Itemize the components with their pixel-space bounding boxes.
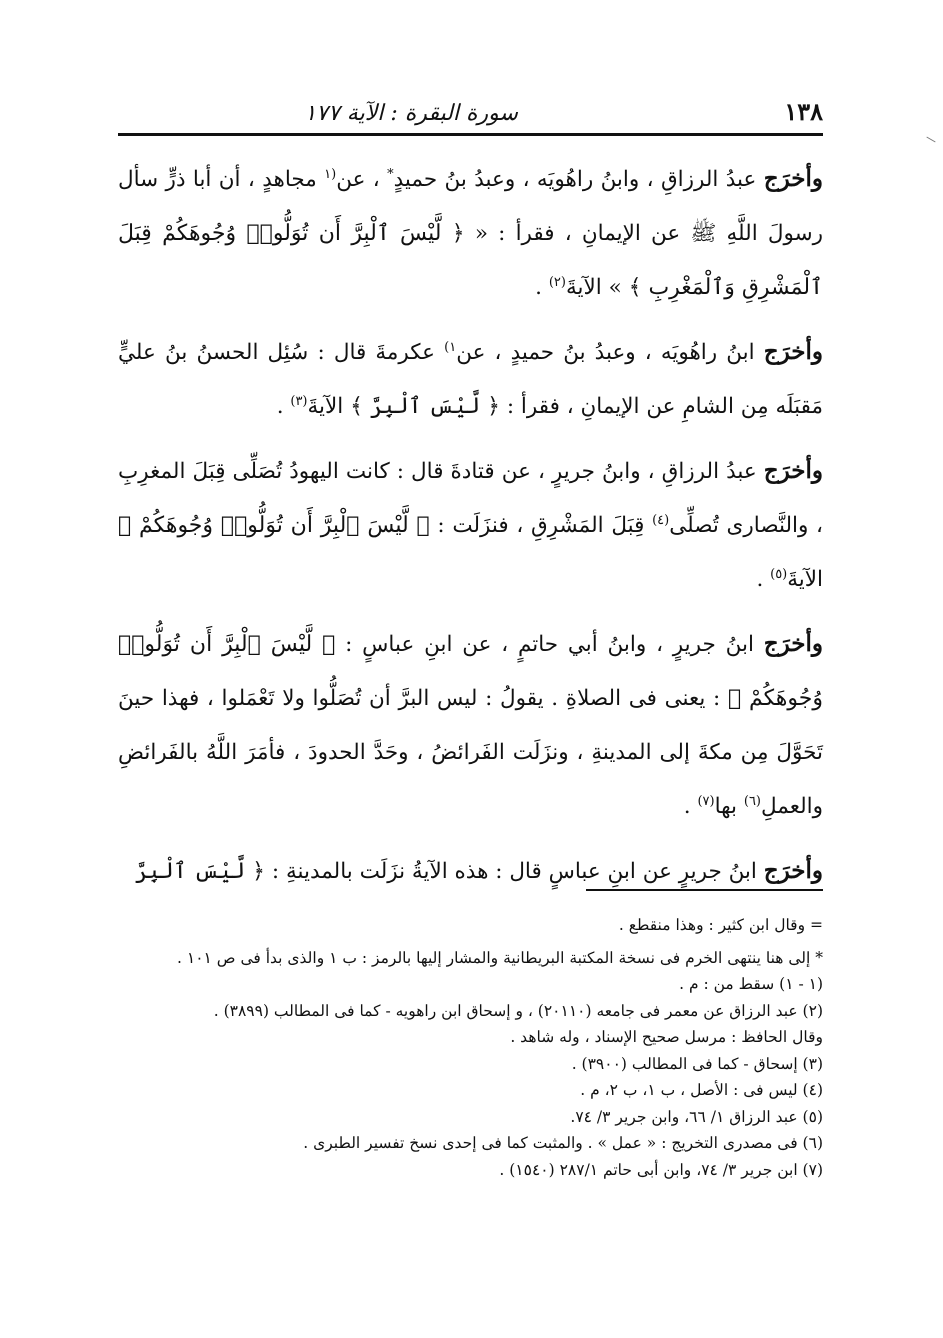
- footnote-ref: (٤): [652, 512, 670, 528]
- paragraph-text: عبدُ الرزاقِ ، وابنُ جريرٍ ، عن قتادةَ قال : كانت اليهودُ تُصَلِّى قِبَلَ المغرِبِ ، والنَّصارى تُصلِّى: [118, 459, 823, 538]
- footnote-2: (٢) عبد الرزاق عن معمر فى جامعه (٢٠١١٠) ، و إسحاق ابن راهويه - كما فى المطالب (٣٨٩٩) .: [213, 1001, 823, 1020]
- running-title: سورة البقرة : الآية ١٧٧: [304, 101, 518, 126]
- footnote-5: (٥) عبد الرزاق ١/ ٦٦، وابن جرير ٣/ ٧٤.: [570, 1107, 823, 1126]
- footnote-6: (٦) فى مصدرى التخريج : « عمل » . والمثبت كما فى إحدى نسخ تفسير الطبرى .: [303, 1134, 823, 1152]
- paragraph-text: .: [683, 794, 698, 819]
- paragraph-2: [118, 325, 823, 434]
- paragraph-text: الآيةَ: [787, 567, 823, 592]
- footnote-ref: ١): [444, 339, 457, 355]
- footnote-ref: (٢): [548, 274, 566, 290]
- quran-quote: ﴿ لَّيْسَ ٱلْبِرَّ أَن تُوَلُّوا۟ وُجُوهَكُمْ قِبَلَ ٱلْمَشْرِقِ وَٱلْمَغْرِبِ ﴾: [118, 221, 823, 300]
- footnote-2-continued: وقال الحافظ : مرسل صحيح الإسناد ، وله شاهد .: [510, 1028, 823, 1046]
- paragraph-4: [118, 617, 823, 834]
- footnote-ref: (٣): [290, 393, 308, 409]
- footnote-1: (١ - ١) سقط من : م .: [679, 975, 823, 993]
- footnote-7: (٧) ابن جرير ٣/ ٧٤، وابن أبى حاتم ٢٨٧/١ (١٥٤٠) .: [499, 1160, 823, 1179]
- main-text: [118, 152, 823, 909]
- page-header: [118, 78, 823, 126]
- paragraph-lead: وأخرَج: [763, 165, 823, 192]
- quran-quote: ﴿ لَّيْسَ ٱلْبِرَّ ﴾: [350, 394, 500, 419]
- paragraph-text: .: [276, 394, 291, 419]
- paragraph-lead: وأخرَج: [763, 457, 823, 484]
- footnote-continuation: = وقال ابن كثير : وهذا منقطع .: [618, 916, 823, 934]
- paragraph-1: [118, 152, 823, 315]
- footnote-rule: [586, 889, 823, 891]
- paragraph-text: : يعنى فى الصلاةِ . يقولُ : ليس البرَّ أن تُصَلُّوا ولا تَعْمَلوا ، فهذا حينَ تَحَوَّلَ مِن مكةَ إلى المدينةِ ، ونزَلَت الفَرائضُ ، وحَدَّ الحدودَ ، فأمَرَ اللَّهُ بالفَرائضِ والعملِ: [118, 686, 823, 819]
- paragraph-3: [118, 444, 823, 607]
- header-rule: [118, 133, 823, 136]
- paragraph-lead: وأخرَج: [763, 338, 824, 365]
- note-marker: *: [387, 166, 394, 182]
- paragraph-text: بها: [714, 794, 744, 819]
- paragraph-text: » الآيةَ: [565, 275, 629, 300]
- paragraph-text: مجاهدٍ ، أن أبا ذرٍّ سأل رسولَ اللَّهِ ﷺ عن الإيمانِ ، فقرأ : «: [118, 167, 823, 246]
- paragraph-lead: وأخرَج: [763, 857, 823, 884]
- paragraph-text: ابنُ جريرٍ ، وابنُ أبي حاتمٍ ، عن ابنِ عباسٍ :: [335, 632, 764, 657]
- paragraph-text: ابنُ جريرٍ عن ابنِ عباسٍ قال : هذه الآيةُ نزَلَت بالمدينةِ :: [265, 859, 764, 884]
- margin-tick-mark: [926, 137, 935, 143]
- paragraph-text: عكرمةَ قال : سُئِل الحسنُ بنُ عليٍّ مَقبَلَه مِن الشامِ عن الإيمانِ ، فقرأ :: [118, 340, 823, 419]
- paragraph-text: .: [756, 567, 771, 592]
- footnote-ref: (٥): [770, 566, 788, 582]
- paragraph-text: ابنُ راهُويَه ، وعبدُ بنُ حميدٍ ، عن: [456, 340, 764, 365]
- page-number: ١٣٨: [784, 97, 823, 126]
- footnote-ref: (٦): [743, 793, 761, 809]
- paragraph-text: عبدُ الرزاقِ ، وابنُ راهُويَه ، وعبدُ بنُ حميدٍ: [393, 167, 764, 192]
- quran-quote: ﴿ لَّيْسَ ٱلْبِرَّ أَن تُوَلُّوا۟ وُجُوهَكُمْ ﴾: [118, 632, 823, 711]
- footnote-4: (٤) ليس فى : الأصل ، ب ١، ب ٢، م .: [580, 1081, 823, 1099]
- footnote-3: (٣) إسحاق - كما فى المطالب (٣٩٠٠) .: [571, 1054, 823, 1073]
- paragraph-text: .: [535, 275, 549, 300]
- quran-quote: ﴿ لَّيْسَ ٱلْبِرَّ: [135, 859, 266, 884]
- quran-quote: ﴿ لَّيْسَ ٱلْبِرَّ أَن تُوَلُّوا۟ وُجُوهَكُمْ ﴾: [118, 513, 430, 538]
- footnote-ref: (١: [324, 166, 337, 182]
- footnote-ref: (٧): [697, 793, 715, 809]
- paragraph-text: قِبَلَ المَشْرِقِ ، فنزَلَت :: [429, 513, 653, 538]
- footnotes: [118, 912, 823, 1183]
- paragraph-text: الآيةَ: [307, 394, 351, 419]
- paragraph-text: ، عن: [336, 167, 388, 192]
- footnote-asterisk: * إلى هنا ينتهى الخرم فى نسخة المكتبة البريطانية والمشار إليها بالرمز : ب ١ والذى بدأ فى ص ١٠١ .: [177, 948, 823, 967]
- paragraph-lead: وأخرَج: [763, 630, 823, 657]
